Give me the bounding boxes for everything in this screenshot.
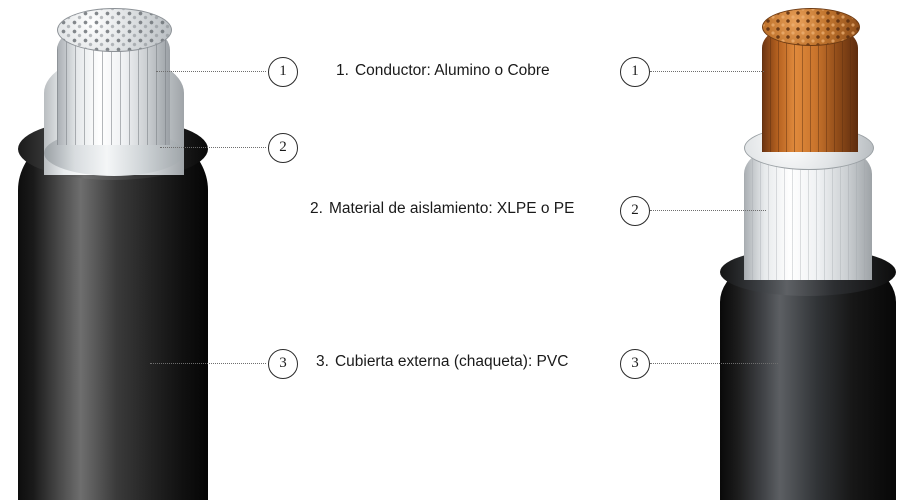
callout-marker-left-2[interactable]: 2: [268, 133, 298, 163]
leader-line-right-2: [650, 210, 766, 211]
callout-marker-right-3[interactable]: 3: [620, 349, 650, 379]
legend-label-3: Cubierta externa (chaqueta): PVC: [334, 353, 569, 370]
callout-marker-left-3[interactable]: 3: [268, 349, 298, 379]
leader-line-right-3: [650, 363, 778, 364]
legend-item-insulation: [310, 200, 574, 218]
legend-label-1: Conductor: Alumino o Cobre: [354, 62, 550, 79]
right-cable-conductor-cut-face: [762, 8, 860, 46]
leader-line-left-2: [160, 147, 266, 148]
aluminium-cable-illustration: [10, 0, 230, 500]
right-cable-strand-dots: [763, 9, 859, 45]
left-cable-conductor-cut-face: [57, 8, 172, 52]
leader-line-left-3: [150, 363, 266, 364]
legend-item-conductor: [336, 62, 550, 80]
copper-cable-illustration: [700, 0, 900, 500]
leader-line-left-1: [156, 71, 266, 72]
legend-number-3: 3.: [316, 353, 329, 370]
leader-line-right-1: [650, 71, 764, 72]
legend-item-jacket: [316, 353, 568, 371]
callout-marker-left-1[interactable]: 1: [268, 57, 298, 87]
legend-label-2: Material de aislamiento: XLPE o PE: [328, 200, 575, 217]
legend-number-1: 1.: [336, 62, 349, 79]
left-cable-strand-dots: [58, 9, 171, 51]
callout-marker-right-1[interactable]: 1: [620, 57, 650, 87]
legend-number-2: 2.: [310, 200, 323, 217]
callout-marker-right-2[interactable]: 2: [620, 196, 650, 226]
